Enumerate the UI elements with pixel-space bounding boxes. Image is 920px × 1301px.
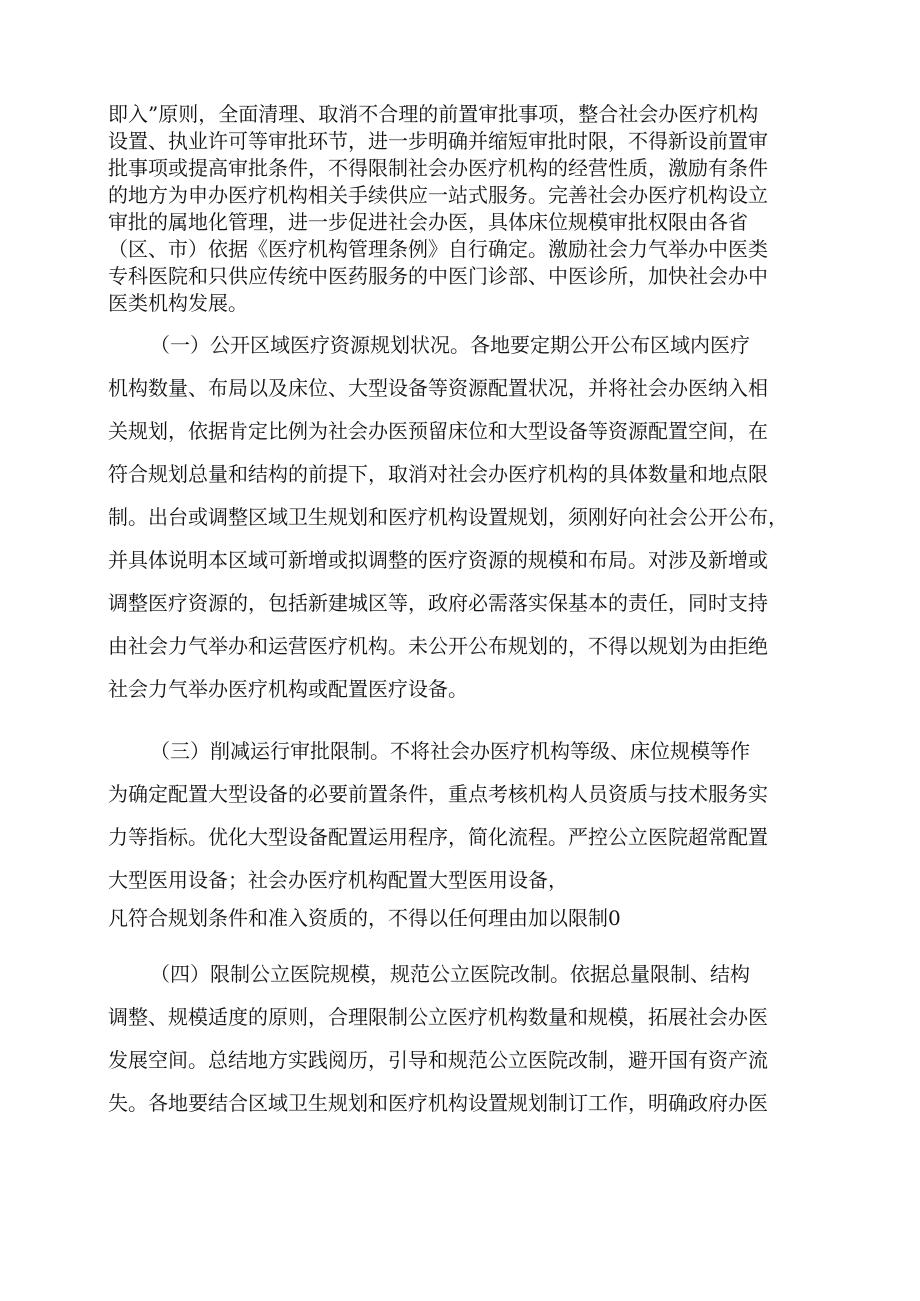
paragraph-line: 凡符合规划条件和准入资质的，不得以任何理由加以限制0 xyxy=(108,906,621,930)
paragraph-line: 大型医用设备；社会办医疗机构配置大型医用设备， xyxy=(108,868,568,892)
paragraph-line: （区、市）依据《医疗机构管理条例》自行确定。激励社会力气举办中医类 xyxy=(108,237,768,261)
paragraph-line: 并具体说明本区域可新增或拟调整的医疗资源的规模和布局。对涉及新增或 xyxy=(108,548,768,572)
paragraph-line: 调整医疗资源的，包括新建城区等，政府必需落实保基本的责任，同时支持 xyxy=(108,591,768,615)
paragraph-line: 符合规划总量和结构的前提下，取消对社会办医疗机构的具体数量和地点限 xyxy=(108,462,768,486)
paragraph-line: （一）公开区域医疗资源规划状况。各地要定期公开公布区域内医疗 xyxy=(150,333,750,357)
paragraph-line: （四）限制公立医院规模，规范公立医院改制。依据总量限制、结构 xyxy=(150,962,750,986)
paragraph-line: 失。各地要结合区域卫生规划和医疗机构设置规划制订工作，明确政府办医 xyxy=(108,1091,768,1115)
paragraph-line: 即入”原则，全面清理、取消不合理的前置审批事项，整合社会办医疗机构 xyxy=(108,102,759,126)
paragraph-line: 力等指标。优化大型设备配置运用程序，简化流程。严控公立医院超常配置 xyxy=(108,825,768,849)
paragraph-line: 医类机构发展。 xyxy=(108,291,248,315)
paragraph-line: 关规划，依据肯定比例为社会办医预留床位和大型设备等资源配置空间，在 xyxy=(108,419,768,443)
paragraph-line: 制。出台或调整区域卫生规划和医疗机构设置规划，须刚好向社会公开公布， xyxy=(108,505,788,529)
paragraph-line: 发展空间。总结地方实践阅历，引导和规范公立医院改制，避开国有资产流 xyxy=(108,1048,768,1072)
paragraph-line: 机构数量、布局以及床位、大型设备等资源配置状况，并将社会办医纳入相 xyxy=(108,376,768,400)
paragraph-line: 调整、规模适度的原则，合理限制公立医疗机构数量和规模，拓展社会办医 xyxy=(108,1005,768,1029)
paragraph-line: 审批的属地化管理，进一步促进社会办医，具体床位规模审批权限由各省 xyxy=(108,210,748,234)
paragraph-line: 社会力气举办医疗机构或配置医疗设备。 xyxy=(108,677,468,701)
paragraph-line: 专科医院和只供应传统中医药服务的中医门诊部、中医诊所，加快社会办中 xyxy=(108,264,768,288)
paragraph-line: 批事项或提高审批条件，不得限制社会办医疗机构的经营性质，激励有条件 xyxy=(108,156,768,180)
paragraph-line: （三）削减运行审批限制。不将社会办医疗机构等级、床位规模等作 xyxy=(150,739,750,763)
paragraph-line: 设置、执业许可等审批环节，进一步明确并缩短审批时限，不得新设前置审 xyxy=(108,129,768,153)
paragraph-line: 的地方为申办医疗机构相关手续供应一站式服务。完善社会办医疗机构设立 xyxy=(108,183,768,207)
paragraph-line: 为确定配置大型设备的必要前置条件，重点考核机构人员资质与技术服务实 xyxy=(108,782,768,806)
paragraph-line: 由社会力气举办和运营医疗机构。未公开公布规划的，不得以规划为由拒绝 xyxy=(108,634,768,658)
